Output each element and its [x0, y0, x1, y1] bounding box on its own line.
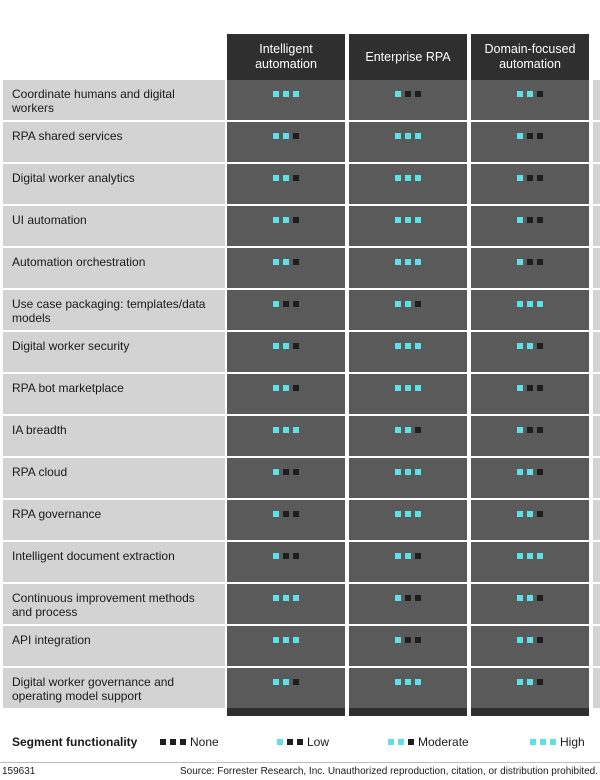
- empty-square: [293, 469, 299, 475]
- filled-square: [415, 217, 421, 223]
- rating-cell: [517, 91, 543, 97]
- row-divider: [3, 456, 600, 458]
- empty-square: [405, 637, 411, 643]
- filled-square: [273, 91, 279, 97]
- rating-cell: [517, 595, 543, 601]
- filled-square: [537, 301, 543, 307]
- filled-square: [273, 637, 279, 643]
- rating-cell: [517, 217, 543, 223]
- filled-square: [395, 385, 401, 391]
- filled-square: [405, 469, 411, 475]
- rating-cell: [517, 679, 543, 685]
- filled-square: [273, 553, 279, 559]
- filled-square: [527, 511, 533, 517]
- filled-square: [273, 175, 279, 181]
- row-divider: [3, 288, 600, 290]
- rating-cell: [517, 427, 543, 433]
- rating-cell: [517, 133, 543, 139]
- rating-cell: [395, 175, 421, 181]
- rating-cell: [517, 175, 543, 181]
- filled-square: [388, 739, 394, 745]
- filled-square: [530, 739, 536, 745]
- empty-square: [415, 637, 421, 643]
- filled-square: [415, 385, 421, 391]
- row-label: API integration: [3, 626, 225, 666]
- legend-label: None: [190, 735, 219, 749]
- filled-square: [273, 217, 279, 223]
- filled-square: [273, 679, 279, 685]
- rating-cell: [395, 679, 421, 685]
- row-label: Digital worker governance and operating model support: [3, 668, 225, 708]
- row-label: RPA bot marketplace: [3, 374, 225, 414]
- column-header: [471, 34, 589, 80]
- empty-square: [408, 739, 414, 745]
- rating-cell: [273, 637, 299, 643]
- column-footer: [227, 708, 345, 716]
- empty-square: [293, 343, 299, 349]
- rating-cell: [273, 91, 299, 97]
- rating-cell: [395, 385, 421, 391]
- column-footer: [349, 708, 467, 716]
- row-label: Digital worker security: [3, 332, 225, 372]
- row-divider: [3, 120, 600, 122]
- rating-cell: [395, 217, 421, 223]
- legend-item: [388, 735, 469, 749]
- column-header: [227, 34, 345, 80]
- filled-square: [273, 595, 279, 601]
- filled-square: [517, 511, 523, 517]
- rating-cell: [273, 427, 299, 433]
- filled-square: [293, 637, 299, 643]
- rating-cell: [395, 91, 421, 97]
- empty-square: [293, 133, 299, 139]
- empty-square: [293, 511, 299, 517]
- footer: [0, 762, 600, 780]
- filled-square: [395, 427, 401, 433]
- rating-cell: [395, 343, 421, 349]
- filled-square: [283, 637, 289, 643]
- filled-square: [517, 133, 523, 139]
- empty-square: [415, 553, 421, 559]
- rating-cell: [517, 385, 543, 391]
- filled-square: [283, 385, 289, 391]
- empty-square: [537, 133, 543, 139]
- filled-square: [517, 91, 523, 97]
- filled-square: [395, 595, 401, 601]
- row-divider: [3, 540, 600, 542]
- filled-square: [537, 553, 543, 559]
- empty-square: [537, 511, 543, 517]
- empty-square: [527, 385, 533, 391]
- filled-square: [517, 343, 523, 349]
- row-label: Use case packaging: templates/data models: [3, 290, 225, 330]
- figure-id: 159631: [2, 766, 36, 777]
- empty-square: [283, 511, 289, 517]
- rating-cell: [273, 469, 299, 475]
- filled-square: [395, 469, 401, 475]
- filled-square: [273, 259, 279, 265]
- filled-square: [527, 553, 533, 559]
- filled-square: [415, 511, 421, 517]
- empty-square: [415, 595, 421, 601]
- column-header-label: Domain-focused automation: [484, 42, 576, 71]
- row-divider: [3, 498, 600, 500]
- rating-cell: [273, 133, 299, 139]
- empty-square: [537, 217, 543, 223]
- right-edge-strip: [593, 80, 600, 708]
- filled-square: [273, 385, 279, 391]
- filled-square: [405, 259, 411, 265]
- filled-square: [405, 427, 411, 433]
- filled-square: [527, 301, 533, 307]
- filled-square: [415, 469, 421, 475]
- filled-square: [405, 217, 411, 223]
- filled-square: [405, 511, 411, 517]
- legend: [0, 730, 600, 752]
- rating-cell: [273, 175, 299, 181]
- empty-square: [405, 595, 411, 601]
- empty-square: [180, 739, 186, 745]
- filled-square: [415, 679, 421, 685]
- legend-title: Segment functionality: [12, 735, 138, 749]
- filled-square: [395, 679, 401, 685]
- legend-label: Moderate: [418, 735, 469, 749]
- legend-item: [277, 735, 329, 749]
- rating-cell: [395, 511, 421, 517]
- rating-cell: [517, 511, 543, 517]
- filled-square: [395, 301, 401, 307]
- filled-square: [517, 385, 523, 391]
- row-label: RPA shared services: [3, 122, 225, 162]
- filled-square: [273, 343, 279, 349]
- filled-square: [550, 739, 556, 745]
- legend-item: [530, 735, 585, 749]
- empty-square: [537, 259, 543, 265]
- empty-square: [537, 427, 543, 433]
- filled-square: [283, 175, 289, 181]
- filled-square: [395, 175, 401, 181]
- filled-square: [405, 553, 411, 559]
- rating-cell: [395, 259, 421, 265]
- empty-square: [537, 595, 543, 601]
- row-label: Digital worker analytics: [3, 164, 225, 204]
- row-label: Automation orchestration: [3, 248, 225, 288]
- row-divider: [3, 204, 600, 206]
- filled-square: [517, 679, 523, 685]
- filled-square: [405, 343, 411, 349]
- filled-square: [517, 259, 523, 265]
- filled-square: [273, 469, 279, 475]
- empty-square: [527, 175, 533, 181]
- rating-cell: [395, 637, 421, 643]
- empty-square: [537, 91, 543, 97]
- filled-square: [517, 637, 523, 643]
- rating-cell: [517, 469, 543, 475]
- row-divider: [3, 414, 600, 416]
- filled-square: [527, 469, 533, 475]
- empty-square: [160, 739, 166, 745]
- legend-label: High: [560, 735, 585, 749]
- filled-square: [517, 217, 523, 223]
- rating-cell: [273, 301, 299, 307]
- rating-cell: [395, 301, 421, 307]
- empty-square: [293, 259, 299, 265]
- empty-square: [537, 385, 543, 391]
- empty-square: [415, 91, 421, 97]
- row-divider: [3, 624, 600, 626]
- rating-cell: [273, 343, 299, 349]
- filled-square: [405, 679, 411, 685]
- empty-square: [537, 469, 543, 475]
- filled-square: [517, 469, 523, 475]
- empty-square: [293, 301, 299, 307]
- filled-square: [283, 217, 289, 223]
- empty-square: [415, 427, 421, 433]
- empty-square: [527, 427, 533, 433]
- rating-cell: [273, 259, 299, 265]
- filled-square: [415, 259, 421, 265]
- column-header: [349, 34, 467, 80]
- rating-cell: [517, 301, 543, 307]
- filled-square: [527, 343, 533, 349]
- empty-square: [405, 91, 411, 97]
- empty-square: [537, 343, 543, 349]
- legend-item: [160, 735, 219, 749]
- legend-swatch: [388, 739, 414, 745]
- filled-square: [277, 739, 283, 745]
- row-label: Intelligent document extraction: [3, 542, 225, 582]
- filled-square: [405, 385, 411, 391]
- row-divider: [3, 372, 600, 374]
- column-footer: [471, 708, 589, 716]
- filled-square: [293, 595, 299, 601]
- empty-square: [287, 739, 293, 745]
- column-header-label: Enterprise RPA: [365, 49, 451, 64]
- filled-square: [273, 301, 279, 307]
- filled-square: [283, 259, 289, 265]
- filled-square: [517, 175, 523, 181]
- source-note: Source: Forrester Research, Inc. Unauthorized reproduction, citation, or distribution prohibited.: [180, 766, 598, 777]
- empty-square: [527, 259, 533, 265]
- rating-cell: [517, 259, 543, 265]
- legend-swatch: [277, 739, 303, 745]
- row-label: RPA cloud: [3, 458, 225, 498]
- row-label: UI automation: [3, 206, 225, 246]
- empty-square: [527, 133, 533, 139]
- filled-square: [395, 217, 401, 223]
- legend-label: Low: [307, 735, 330, 749]
- empty-square: [537, 679, 543, 685]
- empty-square: [293, 553, 299, 559]
- filled-square: [395, 91, 401, 97]
- row-divider: [3, 666, 600, 668]
- filled-square: [405, 133, 411, 139]
- empty-square: [283, 301, 289, 307]
- row-divider: [3, 330, 600, 332]
- empty-square: [527, 217, 533, 223]
- rating-cell: [395, 595, 421, 601]
- filled-square: [395, 343, 401, 349]
- empty-square: [537, 175, 543, 181]
- empty-square: [293, 217, 299, 223]
- filled-square: [273, 427, 279, 433]
- filled-square: [415, 133, 421, 139]
- empty-square: [415, 301, 421, 307]
- filled-square: [415, 343, 421, 349]
- filled-square: [293, 91, 299, 97]
- filled-square: [273, 511, 279, 517]
- rating-cell: [273, 217, 299, 223]
- filled-square: [527, 637, 533, 643]
- filled-square: [517, 427, 523, 433]
- filled-square: [527, 91, 533, 97]
- row-divider: [3, 162, 600, 164]
- filled-square: [540, 739, 546, 745]
- rating-cell: [395, 427, 421, 433]
- rating-cell: [395, 553, 421, 559]
- filled-square: [395, 259, 401, 265]
- legend-swatch: [160, 739, 186, 745]
- filled-square: [517, 595, 523, 601]
- filled-square: [283, 679, 289, 685]
- row-label: Coordinate humans and digital workers: [3, 80, 225, 120]
- empty-square: [293, 385, 299, 391]
- empty-square: [170, 739, 176, 745]
- filled-square: [395, 553, 401, 559]
- empty-square: [537, 637, 543, 643]
- rating-cell: [395, 469, 421, 475]
- rating-cell: [273, 679, 299, 685]
- column-header-label: Intelligent automation: [255, 42, 317, 71]
- rating-cell: [517, 553, 543, 559]
- empty-square: [297, 739, 303, 745]
- filled-square: [415, 175, 421, 181]
- row-label: Continuous improvement methods and process: [3, 584, 225, 624]
- rating-cell: [273, 511, 299, 517]
- rating-cell: [273, 385, 299, 391]
- empty-square: [293, 175, 299, 181]
- filled-square: [283, 595, 289, 601]
- filled-square: [395, 511, 401, 517]
- empty-square: [283, 469, 289, 475]
- filled-square: [283, 91, 289, 97]
- row-label: RPA governance: [3, 500, 225, 540]
- filled-square: [283, 427, 289, 433]
- row-divider: [3, 246, 600, 248]
- filled-square: [283, 343, 289, 349]
- empty-square: [283, 553, 289, 559]
- filled-square: [517, 301, 523, 307]
- legend-swatch: [530, 739, 556, 745]
- rating-cell: [273, 595, 299, 601]
- filled-square: [527, 679, 533, 685]
- filled-square: [283, 133, 289, 139]
- filled-square: [517, 553, 523, 559]
- filled-square: [398, 739, 404, 745]
- row-label: IA breadth: [3, 416, 225, 456]
- filled-square: [405, 175, 411, 181]
- filled-square: [395, 637, 401, 643]
- rating-cell: [273, 553, 299, 559]
- filled-square: [405, 301, 411, 307]
- filled-square: [395, 133, 401, 139]
- filled-square: [527, 595, 533, 601]
- empty-square: [293, 679, 299, 685]
- rating-cell: [517, 343, 543, 349]
- rating-cell: [395, 133, 421, 139]
- filled-square: [273, 133, 279, 139]
- rating-cell: [517, 637, 543, 643]
- filled-square: [293, 427, 299, 433]
- row-divider: [3, 582, 600, 584]
